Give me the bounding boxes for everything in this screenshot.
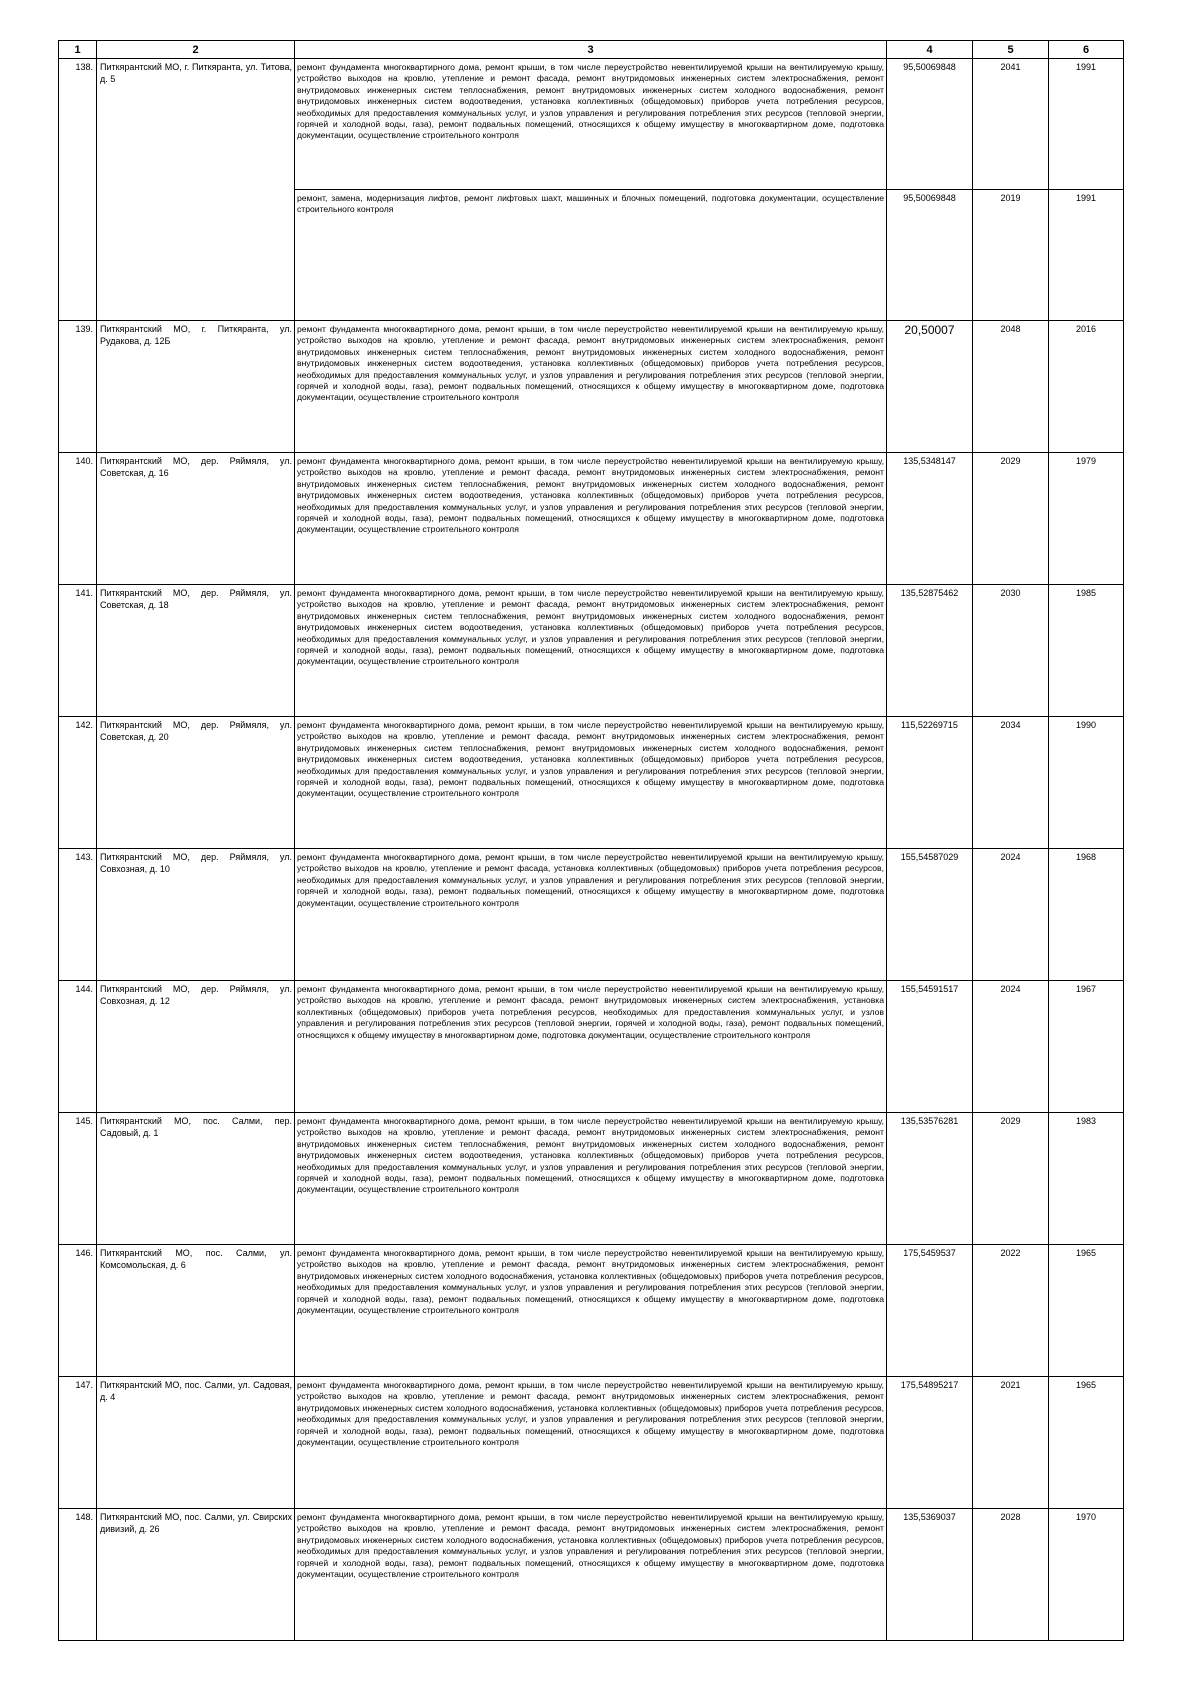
building-address: Питкярантский МО, г. Питкяранта, ул. Титова, д. 5 bbox=[97, 59, 295, 321]
work-description: ремонт фундамента многоквартирного дома, ремонт крыши, в том числе переустройство невентилируемой крыши на вентилируемую крышу, устройство выходов на кровлю, утепление и ремонт фасада, ремонт внутридомовых инженерных систем электроснабжения, ремонт внутридомовых инженерных систем холодного водоснабжения, установка коллективных (общедомовых) приборов учета потребления ресурсов, необходимых для предоставления коммунальных услуг, и узлов управления и регулирования потребления этих ресурсов (тепловой энергии, горячей и холодной воды, газа), ремонт подвальных помещений, относящихся к общему имуществу в многоквартирном доме, подготовка документации, осуществление строительного контроля bbox=[295, 1245, 887, 1377]
work-description: ремонт фундамента многоквартирного дома, ремонт крыши, в том числе переустройство невентилируемой крыши на вентилируемую крышу, устройство выходов на кровлю, утепление и ремонт фасада, ремонт внутридомовых инженерных систем электроснабжения, установка коллективных (общедомовых) приборов учета потребления ресурсов, необходимых для предоставления коммунальных услуг, и узлов управления и регулирования потребления этих ресурсов (тепловой энергии, горячей и холодной воды, газа), ремонт подвальных помещений, относящихся к общему имуществу в многоквартирном доме, подготовка документации, осуществление строительного контроля bbox=[295, 981, 887, 1113]
building-address: Питкярантский МО, дер. Ряймяля, ул. Совхозная, д. 12 bbox=[97, 981, 295, 1113]
building-address: Питкярантский МО, пос. Салми, ул. Комсомольская, д. 6 bbox=[97, 1245, 295, 1377]
build-year: 1970 bbox=[1049, 1509, 1124, 1641]
table-row bbox=[59, 1113, 1124, 1245]
build-year: 1990 bbox=[1049, 717, 1124, 849]
row-number: 140. bbox=[59, 453, 97, 585]
row-number: 146. bbox=[59, 1245, 97, 1377]
table-row bbox=[59, 585, 1124, 717]
repair-program-table bbox=[58, 40, 1124, 1641]
build-year: 1983 bbox=[1049, 1113, 1124, 1245]
table-row bbox=[59, 1509, 1124, 1641]
work-description: ремонт фундамента многоквартирного дома, ремонт крыши, в том числе переустройство невентилируемой крыши на вентилируемую крышу, устройство выходов на кровлю, утепление и ремонт фасада, ремонт внутридомовых инженерных систем электроснабжения, ремонт внутридомовых инженерных систем теплоснабжения, ремонт внутридомовых инженерных систем холодного водоснабжения, ремонт внутридомовых инженерных систем водоотведения, установка коллективных (общедомовых) приборов учета потребления ресурсов, необходимых для предоставления коммунальных услуг, и узлов управления и регулирования потребления этих ресурсов (тепловой энергии, горячей и холодной воды, газа), ремонт подвальных помещений, относящихся к общему имуществу в многоквартирном доме, подготовка документации, осуществление строительного контроля bbox=[295, 585, 887, 717]
planned-year: 2048 bbox=[973, 321, 1049, 453]
planned-year: 2029 bbox=[973, 453, 1049, 585]
planned-year: 2029 bbox=[973, 1113, 1049, 1245]
col-header-5: 5 bbox=[973, 41, 1049, 59]
row-number: 144. bbox=[59, 981, 97, 1113]
building-address: Питкярантский МО, пос. Салми, ул. Свирских дивизий, д. 26 bbox=[97, 1509, 295, 1641]
building-address: Питкярантский МО, пос. Салми, ул. Садовая, д. 4 bbox=[97, 1377, 295, 1509]
building-address: Питкярантский МО, дер. Ряймяля, ул. Советская, д. 16 bbox=[97, 453, 295, 585]
cost-value: 95,50069848 bbox=[887, 59, 973, 190]
build-year: 1985 bbox=[1049, 585, 1124, 717]
table-row bbox=[59, 717, 1124, 849]
col-header-2: 2 bbox=[97, 41, 295, 59]
planned-year: 2034 bbox=[973, 717, 1049, 849]
cost-value: 115,52269715 bbox=[887, 717, 973, 849]
col-header-4: 4 bbox=[887, 41, 973, 59]
row-number: 138. bbox=[59, 59, 97, 321]
cost-value: 175,5459537 bbox=[887, 1245, 973, 1377]
building-address: Питкярантский МО, дер. Ряймяля, ул. Советская, д. 18 bbox=[97, 585, 295, 717]
cost-value: 155,54587029 bbox=[887, 849, 973, 981]
build-year: 1965 bbox=[1049, 1377, 1124, 1509]
work-description: ремонт фундамента многоквартирного дома, ремонт крыши, в том числе переустройство невентилируемой крыши на вентилируемую крышу, устройство выходов на кровлю, утепление и ремонт фасада, ремонт внутридомовых инженерных систем электроснабжения, ремонт внутридомовых инженерных систем теплоснабжения, ремонт внутридомовых инженерных систем холодного водоснабжения, ремонт внутридомовых инженерных систем водоотведения, установка коллективных (общедомовых) приборов учета потребления ресурсов, необходимых для предоставления коммунальных услуг, и узлов управления и регулирования потребления этих ресурсов (тепловой энергии, горячей и холодной воды, газа), ремонт подвальных помещений, относящихся к общему имуществу в многоквартирном доме, подготовка документации, осуществление строительного контроля bbox=[295, 59, 887, 190]
building-address: Питкярантский МО, дер. Ряймяля, ул. Советская, д. 20 bbox=[97, 717, 295, 849]
table-row bbox=[59, 1245, 1124, 1377]
planned-year: 2021 bbox=[973, 1377, 1049, 1509]
cost-value: 135,5348147 bbox=[887, 453, 973, 585]
build-year: 1991 bbox=[1049, 190, 1124, 321]
build-year: 2016 bbox=[1049, 321, 1124, 453]
build-year: 1991 bbox=[1049, 59, 1124, 190]
cost-value: 135,52875462 bbox=[887, 585, 973, 717]
row-number: 143. bbox=[59, 849, 97, 981]
row-number: 147. bbox=[59, 1377, 97, 1509]
table-row bbox=[59, 849, 1124, 981]
work-description: ремонт фундамента многоквартирного дома, ремонт крыши, в том числе переустройство невентилируемой крыши на вентилируемую крышу, устройство выходов на кровлю, утепление и ремонт фасада, ремонт внутридомовых инженерных систем электроснабжения, ремонт внутридомовых инженерных систем холодного водоснабжения, установка коллективных (общедомовых) приборов учета потребления ресурсов, необходимых для предоставления коммунальных услуг, и узлов управления и регулирования потребления этих ресурсов (тепловой энергии, горячей и холодной воды, газа), ремонт подвальных помещений, относящихся к общему имуществу в многоквартирном доме, подготовка документации, осуществление строительного контроля bbox=[295, 1509, 887, 1641]
build-year: 1967 bbox=[1049, 981, 1124, 1113]
table-row bbox=[59, 981, 1124, 1113]
row-number: 139. bbox=[59, 321, 97, 453]
build-year: 1968 bbox=[1049, 849, 1124, 981]
work-description: ремонт фундамента многоквартирного дома, ремонт крыши, в том числе переустройство невентилируемой крыши на вентилируемую крышу, устройство выходов на кровлю, утепление и ремонт фасада, ремонт внутридомовых инженерных систем электроснабжения, ремонт внутридомовых инженерных систем теплоснабжения, ремонт внутридомовых инженерных систем холодного водоснабжения, ремонт внутридомовых инженерных систем водоотведения, установка коллективных (общедомовых) приборов учета потребления ресурсов, необходимых для предоставления коммунальных услуг, и узлов управления и регулирования потребления этих ресурсов (тепловой энергии, горячей и холодной воды, газа), ремонт подвальных помещений, относящихся к общему имуществу в многоквартирном доме, подготовка документации, осуществление строительного контроля bbox=[295, 1113, 887, 1245]
planned-year: 2019 bbox=[973, 190, 1049, 321]
cost-value: 20,50007 bbox=[887, 321, 973, 453]
cost-value: 175,54895217 bbox=[887, 1377, 973, 1509]
row-number: 141. bbox=[59, 585, 97, 717]
planned-year: 2024 bbox=[973, 981, 1049, 1113]
col-header-1: 1 bbox=[59, 41, 97, 59]
work-description: ремонт, замена, модернизация лифтов, ремонт лифтовых шахт, машинных и блочных помещений, подготовка документации, осуществление строительного контроля bbox=[295, 190, 887, 321]
table-row bbox=[59, 453, 1124, 585]
work-description: ремонт фундамента многоквартирного дома, ремонт крыши, в том числе переустройство невентилируемой крыши на вентилируемую крышу, устройство выходов на кровлю, утепление и ремонт фасада, установка коллективных (общедомовых) приборов учета потребления ресурсов, необходимых для предоставления коммунальных услуг, и узлов управления и регулирования потребления этих ресурсов (тепловой энергии, горячей и холодной воды, газа), ремонт подвальных помещений, относящихся к общему имуществу в многоквартирном доме, подготовка документации, осуществление строительного контроля bbox=[295, 849, 887, 981]
row-number: 148. bbox=[59, 1509, 97, 1641]
planned-year: 2041 bbox=[973, 59, 1049, 190]
work-description: ремонт фундамента многоквартирного дома, ремонт крыши, в том числе переустройство невентилируемой крыши на вентилируемую крышу, устройство выходов на кровлю, утепление и ремонт фасада, ремонт внутридомовых инженерных систем электроснабжения, ремонт внутридомовых инженерных систем теплоснабжения, ремонт внутридомовых инженерных систем холодного водоснабжения, ремонт внутридомовых инженерных систем водоотведения, установка коллективных (общедомовых) приборов учета потребления ресурсов, необходимых для предоставления коммунальных услуг, и узлов управления и регулирования потребления этих ресурсов (тепловой энергии, горячей и холодной воды, газа), ремонт подвальных помещений, относящихся к общему имуществу в многоквартирном доме, подготовка документации, осуществление строительного контроля bbox=[295, 321, 887, 453]
planned-year: 2028 bbox=[973, 1509, 1049, 1641]
col-header-3: 3 bbox=[295, 41, 887, 59]
work-description: ремонт фундамента многоквартирного дома, ремонт крыши, в том числе переустройство невентилируемой крыши на вентилируемую крышу, устройство выходов на кровлю, утепление и ремонт фасада, ремонт внутридомовых инженерных систем электроснабжения, ремонт внутридомовых инженерных систем холодного водоснабжения, установка коллективных (общедомовых) приборов учета потребления ресурсов, необходимых для предоставления коммунальных услуг, и узлов управления и регулирования потребления этих ресурсов (тепловой энергии, горячей и холодной воды, газа), ремонт подвальных помещений, относящихся к общему имуществу в многоквартирном доме, подготовка документации, осуществление строительного контроля bbox=[295, 1377, 887, 1509]
table-row bbox=[59, 321, 1124, 453]
table-row bbox=[59, 59, 1124, 190]
cost-value: 135,53576281 bbox=[887, 1113, 973, 1245]
build-year: 1965 bbox=[1049, 1245, 1124, 1377]
col-header-6: 6 bbox=[1049, 41, 1124, 59]
cost-value: 95,50069848 bbox=[887, 190, 973, 321]
table-row bbox=[59, 1377, 1124, 1509]
cost-value: 155,54591517 bbox=[887, 981, 973, 1113]
cost-value: 135,5369037 bbox=[887, 1509, 973, 1641]
planned-year: 2022 bbox=[973, 1245, 1049, 1377]
column-number-row bbox=[59, 41, 1124, 59]
row-number: 145. bbox=[59, 1113, 97, 1245]
planned-year: 2024 bbox=[973, 849, 1049, 981]
work-description: ремонт фундамента многоквартирного дома, ремонт крыши, в том числе переустройство невентилируемой крыши на вентилируемую крышу, устройство выходов на кровлю, утепление и ремонт фасада, ремонт внутридомовых инженерных систем электроснабжения, ремонт внутридомовых инженерных систем теплоснабжения, ремонт внутридомовых инженерных систем холодного водоснабжения, ремонт внутридомовых инженерных систем водоотведения, установка коллективных (общедомовых) приборов учета потребления ресурсов, необходимых для предоставления коммунальных услуг, и узлов управления и регулирования потребления этих ресурсов (тепловой энергии, горячей и холодной воды, газа), ремонт подвальных помещений, относящихся к общему имуществу в многоквартирном доме, подготовка документации, осуществление строительного контроля bbox=[295, 453, 887, 585]
work-description: ремонт фундамента многоквартирного дома, ремонт крыши, в том числе переустройство невентилируемой крыши на вентилируемую крышу, устройство выходов на кровлю, утепление и ремонт фасада, ремонт внутридомовых инженерных систем электроснабжения, ремонт внутридомовых инженерных систем теплоснабжения, ремонт внутридомовых инженерных систем холодного водоснабжения, ремонт внутридомовых инженерных систем водоотведения, установка коллективных (общедомовых) приборов учета потребления ресурсов, необходимых для предоставления коммунальных услуг, и узлов управления и регулирования потребления этих ресурсов (тепловой энергии, горячей и холодной воды, газа), ремонт подвальных помещений, относящихся к общему имуществу в многоквартирном доме, подготовка документации, осуществление строительного контроля bbox=[295, 717, 887, 849]
row-number: 142. bbox=[59, 717, 97, 849]
build-year: 1979 bbox=[1049, 453, 1124, 585]
planned-year: 2030 bbox=[973, 585, 1049, 717]
building-address: Питкярантский МО, дер. Ряймяля, ул. Совхозная, д. 10 bbox=[97, 849, 295, 981]
building-address: Питкярантский МО, г. Питкяранта, ул. Рудакова, д. 12Б bbox=[97, 321, 295, 453]
building-address: Питкярантский МО, пос. Салми, пер. Садовый, д. 1 bbox=[97, 1113, 295, 1245]
